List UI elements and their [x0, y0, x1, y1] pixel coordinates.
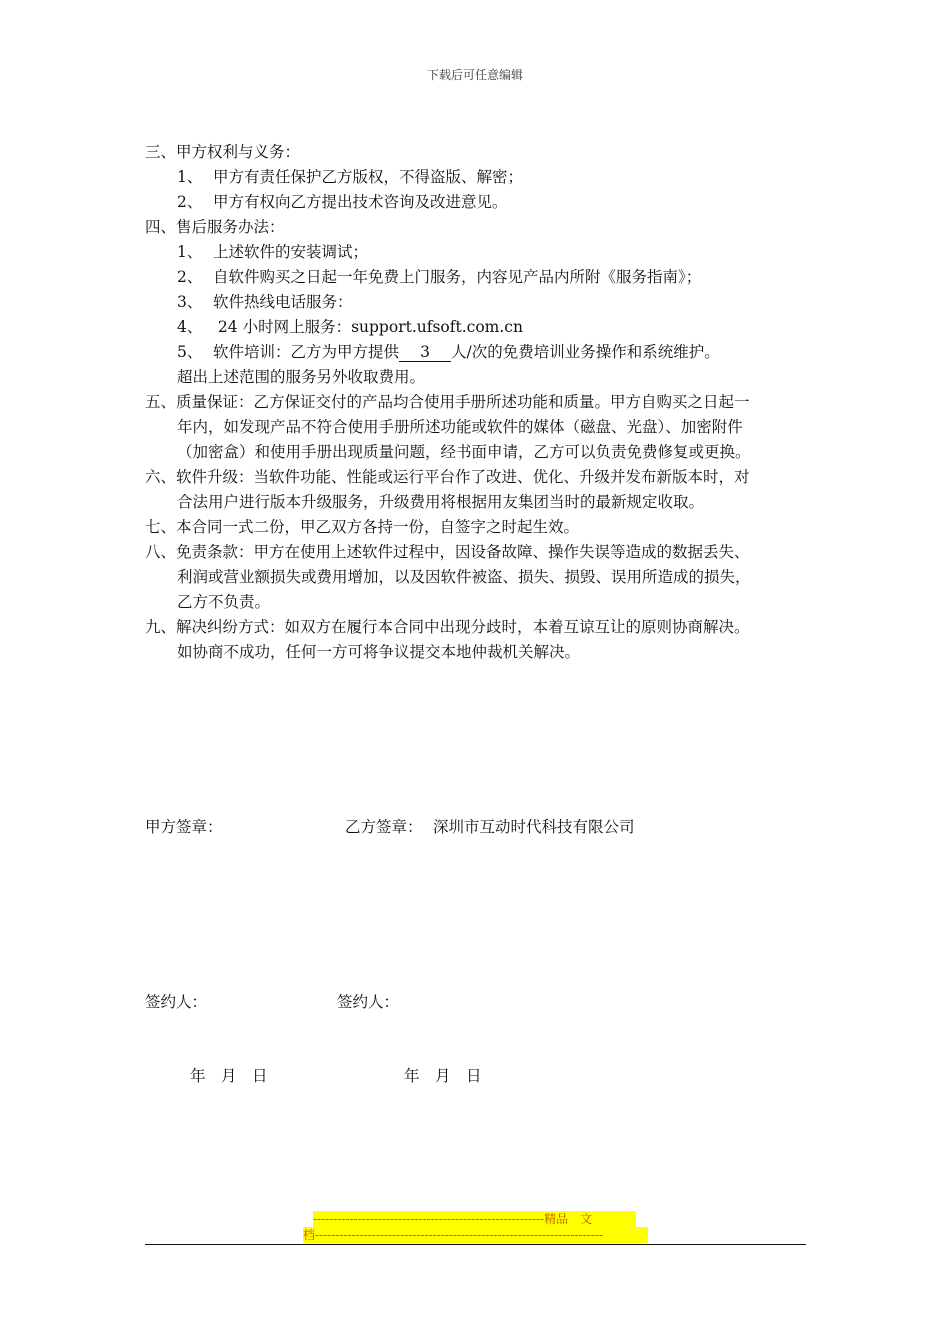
training-count-field: 3: [399, 343, 451, 362]
footer-watermark-line-2: 档-----------------------------------------------------------------------: [303, 1227, 648, 1243]
item-text: 自软件购买之日起一年免费上门服务，内容见产品内所附《服务指南》；: [213, 268, 702, 286]
paragraph-line: 九、解决纠纷方式：如双方在履行本合同中出现分歧时，本着互谅互让的原则协商解决。: [145, 618, 750, 636]
party-b-signer-label: 签约人：: [337, 993, 400, 1011]
paragraph-line: 如协商不成功，任何一方可将争议提交本地仲裁机关解决。: [177, 643, 581, 661]
item-text: 软件热线电话服务：: [213, 293, 353, 311]
party-b-seal-label: 乙方签章：: [345, 818, 423, 836]
section-rights-obligations: [145, 140, 810, 665]
party-a-signer-label: 签约人：: [145, 993, 208, 1011]
party-a-date: 年 月 日: [190, 1067, 268, 1085]
item-number: 2、: [177, 268, 203, 286]
item-number: 4、: [177, 318, 203, 336]
paragraph-line: （加密盒）和使用手册出现质量问题，经书面申请，乙方可以负责免费修复或更换。: [177, 443, 751, 461]
list-item: [145, 290, 810, 315]
item-text: 人/次的免费培训业务操作和系统维护。: [451, 343, 720, 361]
paragraph-line: 六、软件升级：当软件功能、性能或运行平台作了改进、优化、升级并发布新版本时，对: [145, 468, 750, 486]
footer-divider: [145, 1244, 806, 1245]
list-item: [145, 190, 810, 215]
list-item: [145, 265, 810, 290]
service-note: 超出上述范围的服务另外收取费用。: [177, 368, 426, 386]
paragraph-line: 五、质量保证：乙方保证交付的产品均合使用手册所述功能和质量。甲方自购买之日起一: [145, 393, 750, 411]
paragraph-line: 年内，如发现产品不符合使用手册所述功能或软件的媒体（磁盘、光盘）、加密附件: [177, 418, 743, 436]
header-note: 下载后可任意编辑: [426, 68, 523, 82]
party-b-company-name: 深圳市互动时代科技有限公司: [433, 818, 635, 836]
section-title: 三、甲方权利与义务：: [145, 143, 301, 161]
paragraph-line: 七、本合同一式二份，甲乙双方各持一份，自签字之时起生效。: [145, 518, 580, 536]
item-number: 5、: [177, 343, 203, 361]
item-text: 甲方有权向乙方提出技术咨询及改进意见。: [213, 193, 508, 211]
item-number: 1、: [177, 168, 203, 186]
list-item: [145, 315, 810, 340]
item-text: 软件培训：乙方为甲方提供: [213, 343, 400, 361]
footer-watermark-line-1: ---------------------------------------------------------精品 文: [313, 1211, 636, 1227]
section-title: 四、售后服务办法：: [145, 218, 285, 236]
item-text: 24 小时网上服务：support.ufsoft.com.cn: [213, 318, 523, 336]
item-number: 3、: [177, 293, 203, 311]
list-item: [145, 165, 810, 190]
item-number: 1、: [177, 243, 203, 261]
paragraph-line: 乙方不负责。: [177, 593, 271, 611]
party-b-date: 年 月 日: [404, 1067, 482, 1085]
item-number: 2、: [177, 193, 203, 211]
list-item: [145, 240, 810, 265]
paragraph-line: 八、免责条款：甲方在使用上述软件过程中，因设备故障、操作失误等造成的数据丢失、: [145, 543, 750, 561]
party-a-seal-label: 甲方签章：: [145, 818, 223, 836]
paragraph-line: 利润或营业额损失或费用增加，以及因软件被盗、损失、损毁、误用所造成的损失，: [177, 568, 751, 586]
item-text: 上述软件的安装调试；: [213, 243, 369, 261]
item-text: 甲方有责任保护乙方版权，不得盗版、解密；: [213, 168, 524, 186]
list-item: [145, 340, 810, 365]
paragraph-line: 合法用户进行版本升级服务，升级费用将根据用友集团当时的最新规定收取。: [177, 493, 705, 511]
